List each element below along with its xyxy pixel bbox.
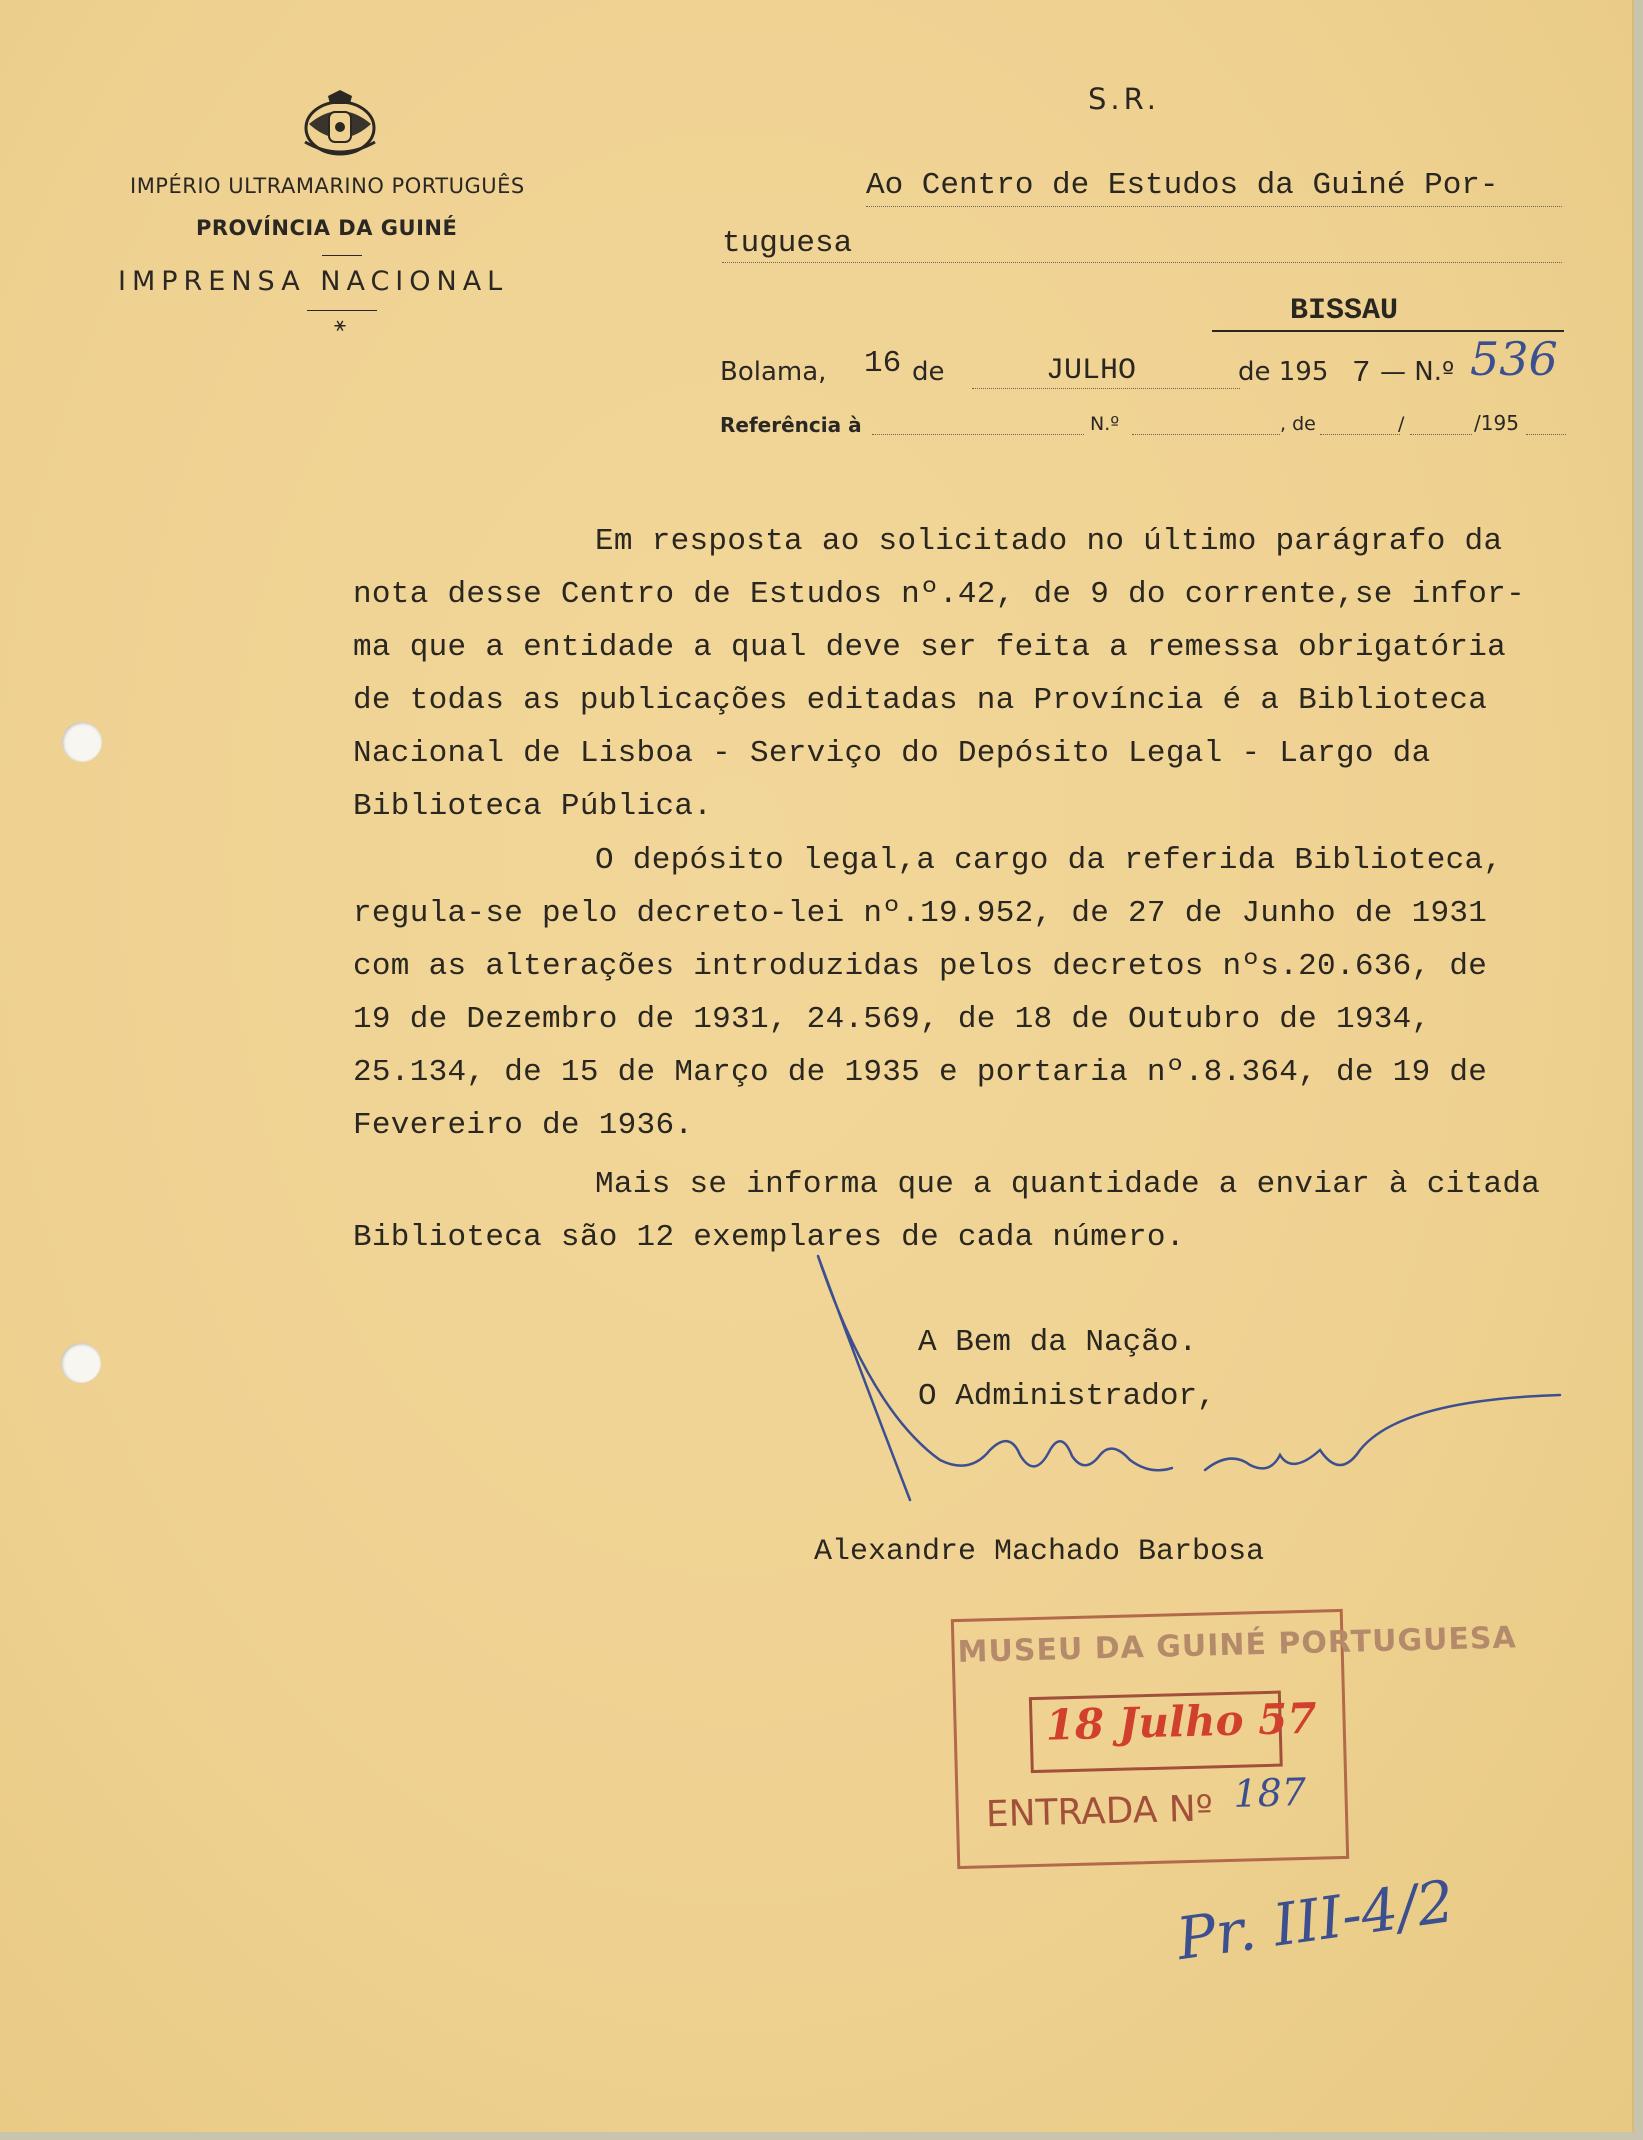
number-label: — N.º: [1380, 357, 1455, 387]
text-line: nota desse Centro de Estudos nº.42, de 9 do corrente,se infor-: [353, 577, 1525, 612]
dotted-rule: [1132, 434, 1280, 435]
reference-year: /195: [1474, 411, 1519, 435]
ornament-icon: ⚹: [334, 312, 346, 336]
reference-number-label: N.º: [1090, 413, 1120, 435]
text-line: 19 de Dezembro de 1931, 24.569, de 18 de Outubro de 1934,: [353, 1002, 1431, 1037]
text-line: Nacional de Lisboa - Serviço do Depósito Legal - Largo da: [353, 736, 1431, 771]
paragraph: [353, 834, 1502, 1152]
paragraph: [353, 515, 1525, 833]
reference-slash: /: [1398, 413, 1405, 435]
text-line: Biblioteca são 12 exemplares de cada número.: [353, 1220, 1185, 1255]
letterhead-press: IMPRENSA NACIONAL: [118, 266, 509, 297]
text-line: O depósito legal,a cargo da referida Biblioteca,: [595, 843, 1503, 878]
dotted-rule: [722, 262, 1562, 263]
stamp-date: 18 Julho 57: [1044, 1693, 1318, 1750]
dotted-rule: [872, 434, 1084, 435]
signature: [800, 1250, 1600, 1530]
salutation: A Bem da Nação.: [918, 1325, 1198, 1360]
place-label: Bolama,: [720, 357, 827, 387]
signatory-role: O Administrador,: [918, 1379, 1216, 1414]
dotted-rule: [1320, 434, 1400, 435]
service-mark: S.R.: [1088, 82, 1160, 116]
punch-hole: [62, 722, 102, 762]
paragraph: [353, 1158, 1540, 1264]
reference-label: Referência à: [720, 413, 862, 437]
letterhead-province: PROVÍNCIA DA GUINÉ: [196, 216, 458, 240]
text-line: Mais se informa que a quantidade a enviar à citada: [595, 1167, 1541, 1202]
punch-hole: [61, 1343, 101, 1383]
stamp-entry-number: 187: [1232, 1769, 1307, 1816]
handwritten-reference: Pr. III-4/2: [1172, 1866, 1459, 1974]
entry-stamp: [951, 1609, 1518, 1869]
text-line: Fevereiro de 1936.: [353, 1108, 694, 1143]
text-line: Em resposta ao solicitado no último parágrafo da: [595, 524, 1503, 559]
letterhead-empire: IMPÉRIO ULTRAMARINO PORTUGUÊS: [130, 174, 525, 198]
text-line: Biblioteca Pública.: [353, 789, 713, 824]
date-month: JULHO: [1046, 354, 1137, 388]
text-line: regula-se pelo decreto-lei nº.19.952, de 27 de Junho de 1931: [353, 896, 1488, 931]
addressee-line-2: tuguesa: [722, 226, 853, 261]
letter-number: 536: [1470, 332, 1558, 386]
coat-of-arms-icon: [295, 88, 385, 160]
divider: [322, 255, 362, 256]
text-line: de todas as publicações editadas na Província é a Biblioteca: [353, 683, 1488, 718]
dotted-rule: [1526, 434, 1566, 435]
date-day: 16: [864, 346, 902, 381]
dotted-rule: [866, 206, 1562, 207]
dotted-rule: [972, 388, 1240, 389]
year-digit: 7: [1352, 356, 1371, 391]
text-line: com as alterações introduzidas pelos decretos nºs.20.636, de: [353, 949, 1488, 984]
reference-de-label: , de: [1280, 413, 1316, 435]
divider: [307, 310, 377, 311]
stamp-institution: MUSEU DA GUINÉ PORTUGUESA: [957, 1620, 1518, 1670]
text-line: ma que a entidade a qual deve ser feita a remessa obrigatória: [353, 630, 1507, 665]
dotted-rule: [1410, 434, 1472, 435]
stamp-entry-label: ENTRADA Nº: [985, 1788, 1214, 1836]
date-de-label: de: [912, 357, 945, 387]
signatory-name: Alexandre Machado Barbosa: [814, 1535, 1265, 1569]
addressee-line-1: Ao Centro de Estudos da Guiné Por-: [866, 168, 1499, 203]
city: BISSAU: [1290, 294, 1399, 328]
year-label: de 195: [1238, 357, 1329, 387]
text-line: 25.134, de 15 de Março de 1935 e portaria nº.8.364, de 19 de: [353, 1055, 1488, 1090]
